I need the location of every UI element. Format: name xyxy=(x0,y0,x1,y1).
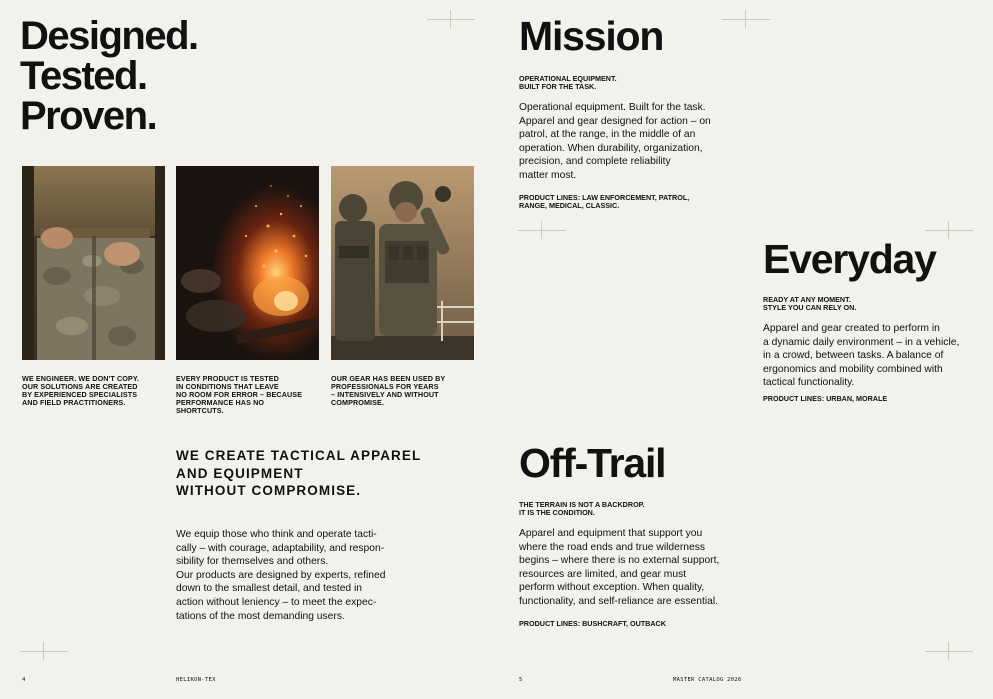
section-mission xyxy=(519,14,749,210)
section-title: Mission xyxy=(519,13,664,59)
crop-mark xyxy=(925,642,973,660)
tagline: WE CREATE TACTICAL APPAREL AND EQUIPMENT WITHOUT COMPROMISE. xyxy=(176,448,422,498)
photo-caption: WE ENGINEER. WE DON'T COPY. OUR SOLUTIONS ARE CREATED BY EXPERIENCED SPECIALISTS AND FIELD PRACTITIONERS. xyxy=(22,374,140,407)
page-number-right: 5 xyxy=(519,677,523,683)
photo-campfire-sparks xyxy=(176,166,319,360)
crop-mark xyxy=(427,10,475,28)
hero-line: Designed. xyxy=(20,14,198,58)
hero-headline xyxy=(20,16,198,136)
page-number-left: 4 xyxy=(22,677,26,683)
section-everyday xyxy=(763,237,978,403)
hero-line: Tested. xyxy=(20,54,147,98)
section-subtitle: OPERATIONAL EQUIPMENT. BUILT FOR THE TASK. xyxy=(519,74,617,91)
section-product-lines: PRODUCT LINES: LAW ENFORCEMENT, PATROL, RANGE, MEDICAL, CLASSIC. xyxy=(519,192,690,210)
crop-mark xyxy=(518,221,566,239)
section-product-lines: PRODUCT LINES: URBAN, MORALE xyxy=(763,393,888,403)
photo-hands-camo-pants xyxy=(22,166,165,360)
section-body: Apparel and gear created to perform in a dynamic daily environment – in a vehicle, in a crowd, between tasks. A balance of ergonomics and mobility combined with tactical functionality. xyxy=(763,323,960,389)
photo-caption: EVERY PRODUCT IS TESTED IN CONDITIONS THAT LEAVE NO ROOM FOR ERROR – BECAUSE PERFORMANCE HAS NO SHORTCUTS. xyxy=(176,374,303,415)
section-subtitle: THE TERRAIN IS NOT A BACKDROP. IT IS THE CONDITION. xyxy=(519,500,645,517)
section-body: Apparel and equipment that support you where the road ends and true wilderness begins – where there is no external support, resources are limited, and gear must perform without exception. When quality, functionality, and self-reliance are essential. xyxy=(519,528,720,607)
intro-body: We equip those who think and operate tacti- cally – with courage, adaptability, and respon- sibility for themselves and others. Our products are designed by experts, refined down to the smallest detail, and tested in action without leniency – to meet the expec- tations of the most demanding users. xyxy=(176,529,386,622)
running-head-left: HELIKON-TEX xyxy=(176,677,216,683)
section-subtitle: READY AT ANY MOMENT. STYLE YOU CAN RELY ON. xyxy=(763,295,857,312)
section-offtrail xyxy=(519,441,759,628)
running-head-right: MASTER CATALOG 2026 xyxy=(673,677,742,683)
photo-tactical-operators xyxy=(331,166,474,360)
crop-mark xyxy=(20,642,68,660)
section-title: Everyday xyxy=(763,236,936,282)
section-product-lines: PRODUCT LINES: BUSHCRAFT, OUTBACK xyxy=(519,618,666,628)
section-title: Off-Trail xyxy=(519,440,666,486)
section-body: Operational equipment. Built for the task. Apparel and gear designed for action – on patrol, at the range, in the middle of an operation. When durability, organization, precision, and complete reliability matter most. xyxy=(519,102,711,181)
hero-line: Proven. xyxy=(20,94,157,138)
photo-caption: OUR GEAR HAS BEEN USED BY PROFESSIONALS FOR YEARS – INTENSIVELY AND WITHOUT COMPROMISE. xyxy=(331,374,446,407)
